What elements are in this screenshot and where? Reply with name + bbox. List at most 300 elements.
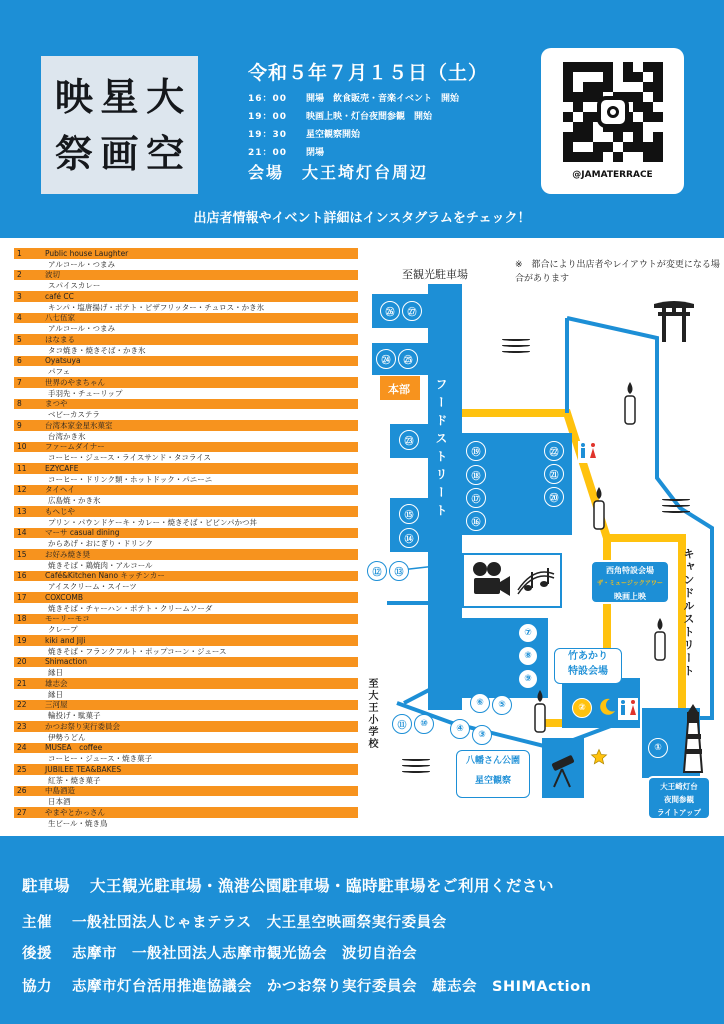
vendor-item	[14, 356, 358, 378]
qr-cell	[643, 142, 653, 152]
telescope-icon	[548, 753, 578, 789]
vendor-item	[14, 721, 358, 743]
vendor-item	[14, 399, 358, 421]
qr-cell	[653, 72, 663, 82]
vendor-description: 輪投げ・駄菓子	[48, 711, 101, 720]
stall-21[interactable]: ㉑	[544, 464, 564, 484]
vendor-number: 8	[17, 399, 22, 409]
vendor-number: 7	[17, 377, 22, 387]
vendor-number: 26	[17, 786, 27, 796]
vendor-description: タコ焼き・焼きそば・かき氷	[48, 345, 146, 355]
vendor-name: はなまる	[45, 334, 75, 344]
vendor-name-bar	[14, 506, 358, 517]
wave-icon	[662, 498, 690, 516]
vendor-item	[14, 291, 358, 313]
vendor-item	[14, 657, 358, 679]
schedule-desc: 開場 飲食販売・音楽イベント 開始	[306, 93, 460, 104]
vendor-name: ファームダイナー	[45, 442, 105, 452]
qr-cell	[603, 132, 613, 142]
vendor-description: コーヒー・ジュース・ライスサンド・タコライス	[48, 453, 212, 462]
vendor-item	[14, 786, 358, 808]
music-notes-icon	[514, 560, 558, 600]
qr-cell	[573, 112, 583, 122]
qr-cell	[643, 72, 653, 82]
stall-9[interactable]: ⑨	[518, 669, 538, 689]
vendor-name-bar	[14, 614, 358, 625]
vendor-number: 1	[17, 248, 22, 258]
cooperation-row	[22, 975, 591, 996]
qr-cell	[583, 132, 593, 142]
qr-cell	[623, 152, 633, 162]
qr-cell	[653, 142, 663, 152]
qr-cell	[643, 132, 653, 142]
vendor-name-bar	[14, 528, 358, 539]
lighthouse-l1: 大王崎灯台	[660, 782, 698, 791]
vendor-name-bar	[14, 334, 358, 345]
cooperation-key: 協力	[22, 979, 52, 995]
qr-code-card[interactable]	[541, 48, 684, 194]
honbu-label: 本部	[388, 383, 410, 396]
vendor-list	[14, 248, 358, 829]
vendor-item	[14, 807, 358, 829]
qr-cell	[573, 142, 583, 152]
vendor-name-bar	[14, 377, 358, 388]
schedule-row	[248, 142, 508, 160]
candle-street-label: キャンドルストリート	[682, 548, 695, 678]
qr-cell	[563, 142, 573, 152]
restroom-icon	[578, 441, 598, 463]
venue-map	[362, 248, 724, 828]
logo-char: 祭	[54, 130, 93, 176]
vendor-name: まつや	[45, 399, 68, 409]
logo-char: 大	[146, 73, 185, 119]
vendor-name: もへじや	[45, 506, 75, 516]
event-date: 令和５年７月１５日（土）	[248, 62, 489, 84]
schedule-desc: 星空観察開始	[306, 129, 361, 140]
lighthouse-callout[interactable]	[647, 776, 711, 820]
qr-cell	[603, 62, 613, 72]
moon-icon	[600, 698, 616, 716]
theater-callout[interactable]	[590, 560, 670, 604]
qr-cell	[633, 102, 643, 112]
lighthouse-icon	[678, 704, 708, 774]
layout-notice: ※ 都合により出店者やレイアウトが変更になる場合があります	[515, 260, 720, 285]
vendor-number: 2	[17, 270, 22, 280]
vendor-name-bar	[14, 313, 358, 324]
qr-cell	[633, 152, 643, 162]
vendor-description: キンパ・塩唐揚げ・ポテト・ピザフリッター・チュロス・かき氷	[48, 302, 265, 312]
qr-cell	[653, 112, 663, 122]
venue: 会場 大王埼灯台周辺	[248, 163, 429, 182]
vendor-item	[14, 678, 358, 700]
vendor-number: 15	[17, 549, 27, 559]
vendor-description: 焼きそば・フランクフルト・ポップコーン・ジュース	[48, 646, 227, 656]
schedule-time: 19：00	[248, 111, 288, 122]
restroom-icon	[618, 698, 638, 720]
festival-logo	[41, 56, 198, 194]
vendor-item	[14, 485, 358, 507]
vendor-number: 13	[17, 506, 27, 516]
host-key: 主催	[22, 915, 52, 931]
vendor-name: EZYCAFE	[45, 463, 79, 473]
qr-cell	[563, 122, 573, 132]
schedule-desc: 閉場	[306, 147, 325, 158]
vendor-name: 波切	[45, 270, 60, 280]
vendor-name-bar	[14, 248, 358, 259]
qr-cell	[653, 82, 663, 92]
parking-row	[22, 874, 554, 896]
stargazing-callout[interactable]	[456, 750, 530, 798]
vendor-number: 23	[17, 721, 27, 731]
vendor-description: コーヒー・ドリンク類・ホットドック・パニーニ	[48, 474, 213, 484]
qr-cell	[573, 132, 583, 142]
vendor-name: 中島酒造	[45, 786, 75, 796]
vendor-name: モーリーモコ	[45, 614, 90, 624]
wave-icon	[402, 758, 430, 776]
schedule-time: 19：30	[248, 129, 288, 140]
qr-cell	[593, 82, 603, 92]
stall-7[interactable]: ⑦	[518, 623, 538, 643]
vendor-item	[14, 635, 358, 657]
vendor-description: 縁日	[48, 668, 63, 677]
support-value: 志摩市 一般社団法人志摩市観光協会 波切自治会	[72, 946, 417, 962]
vendor-description: 広島焼・かき氷	[48, 496, 101, 505]
schedule	[248, 88, 508, 160]
qr-cell	[583, 102, 593, 112]
vendor-name: やまやとかっさん	[45, 807, 105, 817]
vendor-name: 三河屋	[45, 700, 68, 710]
vendor-number: 21	[17, 678, 27, 688]
vendor-item	[14, 463, 358, 485]
vendor-name: マーサ casual dining	[45, 528, 120, 538]
schedule-row	[248, 106, 508, 124]
torii-icon	[652, 298, 696, 342]
qr-cell	[643, 92, 653, 102]
qr-cell	[593, 72, 603, 82]
stall-14[interactable]: ⑭	[399, 528, 419, 548]
vendor-number: 6	[17, 356, 22, 366]
to-school-label: 至大王小学校	[366, 678, 377, 750]
stall-13[interactable]: ⑬	[389, 561, 409, 581]
vendor-description: 伊勢うどん	[48, 732, 86, 742]
projector-icon	[470, 560, 514, 600]
stall-12[interactable]: ⑫	[367, 561, 387, 581]
qr-cell	[603, 82, 613, 92]
qr-cell	[643, 82, 653, 92]
stall-27[interactable]: ㉗	[402, 301, 422, 321]
candle-icon	[622, 380, 638, 426]
vendor-name-bar	[14, 764, 358, 775]
qr-cell	[613, 72, 623, 82]
vendor-item	[14, 506, 358, 528]
stall-16[interactable]: ⑯	[466, 511, 486, 531]
stall-22[interactable]: ㉒	[544, 441, 564, 461]
instagram-notice: 出店者情報やイベント詳細はインスタグラムをチェック！	[193, 211, 531, 226]
vendor-name-bar	[14, 700, 358, 711]
vendor-description: 紅茶・焼き菓子	[48, 775, 101, 785]
qr-cell	[613, 132, 623, 142]
stall-6[interactable]: ⑥	[470, 693, 490, 713]
instagram-icon	[597, 96, 629, 128]
vendor-item	[14, 571, 358, 593]
vendor-description: プリン・パウンドケーキ・カレー・焼きそば・ビビンパかつ丼	[48, 517, 258, 527]
vendor-number: 5	[17, 334, 22, 344]
vendor-item	[14, 313, 358, 335]
vendor-name-bar	[14, 356, 358, 367]
vendor-number: 22	[17, 700, 27, 710]
qr-cell	[563, 82, 573, 92]
bamboo-sub: 特設会場	[568, 666, 608, 677]
qr-cell	[563, 112, 573, 122]
qr-cell	[583, 92, 593, 102]
vendor-description: 生ビール・焼き鳥	[48, 818, 108, 828]
vendor-description: クレープ	[48, 625, 78, 634]
food-street-label: フードストリート	[434, 378, 448, 522]
vendor-description: ベビーカステラ	[48, 410, 100, 419]
vendor-description: からあげ・おにぎり・ドリンク	[48, 539, 153, 548]
vendor-name-bar	[14, 592, 358, 603]
vendor-description: アルコール・つまみ	[48, 324, 116, 333]
qr-cell	[643, 102, 653, 112]
qr-cell	[583, 82, 593, 92]
stall-5[interactable]: ⑤	[492, 695, 512, 715]
vendor-item	[14, 420, 358, 442]
qr-cell	[653, 92, 663, 102]
schedule-time: 16：00	[248, 93, 288, 104]
qr-cell	[643, 62, 653, 72]
stargazing-title: 八幡さん公園	[465, 756, 520, 766]
schedule-row	[248, 88, 508, 106]
vendor-name: 雄志会	[45, 678, 68, 688]
bamboo-title: 竹あかり	[568, 651, 608, 662]
cooperation-value: 志摩市灯台活用推進協議会 かつお祭り実行委員会 雄志会 SHIMAction	[72, 979, 592, 995]
qr-cell	[583, 122, 593, 132]
vendor-name-bar	[14, 485, 358, 496]
qr-cell	[633, 72, 643, 82]
vendor-number: 4	[17, 313, 22, 323]
vendor-item	[14, 334, 358, 356]
vendor-name: JUBILEE TEA&BAKES	[45, 764, 122, 774]
vendor-name: Café&Kitchen Nano キッチンカー	[45, 571, 165, 581]
qr-cell	[583, 112, 593, 122]
vendor-number: 9	[17, 420, 22, 430]
stall-25[interactable]: ㉕	[398, 349, 418, 369]
stall-23[interactable]: ㉓	[399, 430, 419, 450]
vendor-item	[14, 248, 358, 270]
vendor-name: かつお祭り実行委員会	[45, 721, 120, 731]
parking-value: 大王観光駐車場・漁港公園駐車場・臨時駐車場をご利用ください	[90, 877, 555, 895]
vendor-name: MUSEA coffee	[45, 743, 103, 753]
vendor-description: 手羽先・チューリップ	[48, 388, 123, 398]
theater-line: 映画上映	[614, 592, 646, 601]
stall-8[interactable]: ⑧	[518, 646, 538, 666]
stall-10[interactable]: ⑩	[414, 714, 434, 734]
logo-char: 星	[100, 73, 139, 119]
vendor-number: 20	[17, 657, 27, 667]
vendor-description: アルコール・つまみ	[48, 259, 116, 269]
qr-cell	[593, 62, 603, 72]
candle-icon	[532, 688, 548, 734]
stall-11[interactable]: ⑪	[392, 714, 412, 734]
vendor-number: 16	[17, 571, 27, 581]
vendor-name-bar	[14, 571, 358, 582]
header	[0, 0, 724, 238]
stall-4[interactable]: ④	[450, 719, 470, 739]
vendor-description: 焼きそば・鶏焼肉・アルコール	[48, 560, 153, 570]
qr-cell	[653, 152, 663, 162]
host-value: 一般社団法人じゃまテラス 大王星空映画祭実行委員会	[72, 915, 447, 931]
star-icon	[590, 748, 608, 766]
vendor-name: kiki and JiJi	[45, 635, 86, 645]
vendor-description: 日本酒	[48, 797, 71, 806]
stall-17[interactable]: ⑰	[466, 488, 486, 508]
vendor-name-bar	[14, 463, 358, 474]
qr-cell	[583, 62, 593, 72]
qr-cell	[623, 132, 633, 142]
qr-cell	[573, 62, 583, 72]
qr-cell	[603, 152, 613, 162]
wave-icon	[502, 338, 530, 356]
qr-cell	[633, 112, 643, 122]
qr-cell	[633, 82, 643, 92]
vendor-number: 24	[17, 743, 27, 753]
vendor-item	[14, 270, 358, 292]
instagram-handle: @JAMATERRACE	[572, 170, 653, 180]
stall-24[interactable]: ㉔	[376, 349, 396, 369]
vendor-item	[14, 700, 358, 722]
bamboo-callout[interactable]	[554, 648, 622, 684]
vendor-name-bar	[14, 721, 358, 732]
qr-cell	[583, 72, 593, 82]
vendor-name: Oyatsuya	[45, 356, 81, 366]
vendor-name: Public house Laughter	[45, 248, 129, 258]
stall-3[interactable]: ③	[472, 725, 492, 745]
qr-cell	[643, 112, 653, 122]
qr-cell	[573, 72, 583, 82]
vendor-item	[14, 528, 358, 550]
vendor-name-bar	[14, 291, 358, 302]
qr-cell	[593, 142, 603, 152]
vendor-name: 世界のやまちゃん	[45, 377, 105, 387]
logo-calligraphy	[41, 56, 198, 194]
vendor-name-bar	[14, 549, 358, 560]
vendor-item	[14, 442, 358, 464]
stall-15[interactable]: ⑮	[399, 504, 419, 524]
qr-cell	[563, 72, 573, 82]
vendor-number: 17	[17, 592, 27, 602]
vendor-name-bar	[14, 270, 358, 281]
vendor-number: 10	[17, 442, 27, 452]
qr-cell	[633, 92, 643, 102]
qr-cell	[633, 62, 643, 72]
vendor-number: 11	[17, 463, 27, 473]
vendor-name: タイヘイ	[45, 485, 75, 495]
stall-2[interactable]: ②	[572, 698, 592, 718]
candle-icon	[591, 485, 607, 531]
schedule-row	[248, 124, 508, 142]
schedule-time: 21：00	[248, 147, 288, 158]
qr-cell	[623, 82, 633, 92]
theater-sub: ザ・ミュージックアワー	[597, 580, 663, 587]
qr-cell	[583, 142, 593, 152]
vendor-description: 台湾かき氷	[48, 431, 86, 441]
vendor-item	[14, 743, 358, 765]
vendor-name-bar	[14, 420, 358, 431]
vendor-name: café CC	[45, 291, 74, 301]
vendor-item	[14, 614, 358, 636]
vendor-name-bar	[14, 635, 358, 646]
qr-cell	[603, 72, 613, 82]
qr-cell	[623, 142, 633, 152]
qr-cell	[573, 122, 583, 132]
logo-char: 空	[146, 130, 185, 176]
qr-cell	[583, 152, 593, 162]
qr-cell	[563, 152, 573, 162]
vendor-name-bar	[14, 807, 358, 818]
support-key: 後援	[22, 946, 52, 962]
footer	[0, 836, 724, 1024]
qr-cell	[563, 132, 573, 142]
candle-icon	[652, 616, 668, 662]
vendor-name: 八七伍家	[45, 313, 75, 323]
qr-cell	[613, 82, 623, 92]
vendor-description: スパイスカレー	[48, 281, 101, 290]
qr-cell	[623, 72, 633, 82]
stall-19[interactable]: ⑲	[466, 441, 486, 461]
qr-cell	[633, 142, 643, 152]
qr-cell	[563, 92, 573, 102]
stall-18[interactable]: ⑱	[466, 465, 486, 485]
qr-cell	[643, 122, 653, 132]
qr-cell	[613, 62, 623, 72]
support-row	[22, 942, 417, 963]
stall-26[interactable]: ㉖	[380, 301, 400, 321]
qr-cell	[573, 82, 583, 92]
logo-char: 映	[54, 73, 93, 119]
qr-cell	[653, 62, 663, 72]
qr-cell	[593, 132, 603, 142]
vendor-description: 縁日	[48, 689, 63, 699]
qr-cell	[653, 132, 663, 142]
qr-cell	[653, 102, 663, 112]
qr-cell	[653, 122, 663, 132]
vendor-number: 3	[17, 291, 22, 301]
vendor-name-bar	[14, 657, 358, 668]
host-row	[22, 911, 447, 932]
vendor-name: Shimaction	[45, 657, 87, 667]
vendor-description: アイスクリーム・スイーツ	[48, 582, 137, 591]
qr-cell	[573, 102, 583, 112]
qr-cell	[603, 142, 613, 152]
qr-cell	[633, 122, 643, 132]
vendor-number: 14	[17, 528, 27, 538]
parking-key: 駐車場	[22, 877, 71, 895]
vendor-number: 18	[17, 614, 27, 624]
vendor-number: 19	[17, 635, 27, 645]
vendor-description: 焼きそば・チャーハン・ポテト・クリームソーダ	[48, 603, 213, 613]
qr-cell	[633, 132, 643, 142]
stall-1[interactable]: ①	[648, 738, 668, 758]
qr-cell	[643, 152, 653, 162]
qr-cell	[613, 142, 623, 152]
stall-20[interactable]: ⑳	[544, 487, 564, 507]
vendor-item	[14, 377, 358, 399]
qr-cell	[573, 92, 583, 102]
vendor-number: 25	[17, 764, 27, 774]
vendor-name: COXCOMB	[45, 592, 84, 602]
vendor-item	[14, 592, 358, 614]
qr-cell	[573, 152, 583, 162]
